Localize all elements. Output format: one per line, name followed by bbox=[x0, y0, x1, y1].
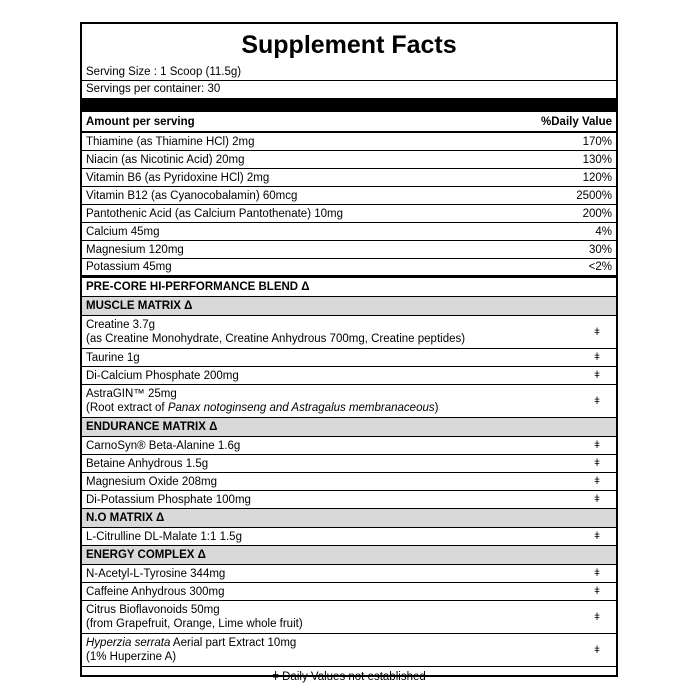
nutrient-name: Niacin (as Nicotinic Acid) 20mg bbox=[86, 153, 245, 166]
ingredient-detail: (1% Huperzine A) bbox=[86, 651, 177, 663]
serving-size: Serving Size : 1 Scoop (11.5g) bbox=[82, 64, 616, 81]
nutrient-row bbox=[82, 133, 616, 151]
dv-header: %Daily Value bbox=[541, 116, 612, 128]
section-energy-complex: ENERGY COMPLEX Δ bbox=[82, 546, 616, 565]
ingredient-name: Taurine 1g bbox=[86, 351, 140, 364]
ingredient-row bbox=[82, 385, 616, 418]
ingredient-row bbox=[82, 455, 616, 473]
ingredient-name: Betaine Anhydrous 1.5g bbox=[86, 457, 209, 470]
ingredient-row bbox=[82, 634, 616, 667]
ingredient-detail bbox=[86, 401, 438, 415]
nutrient-dv: 120% bbox=[582, 171, 612, 184]
nutrient-row bbox=[82, 187, 616, 205]
ingredient-name: Creatine 3.7g bbox=[86, 319, 156, 331]
ingredient-italic: Hyperzia serrata bbox=[86, 637, 171, 649]
dagger-symbol: ǂ bbox=[594, 494, 600, 505]
nutrient-dv: 130% bbox=[582, 153, 612, 166]
ingredient-name: Di-Potassium Phosphate 100mg bbox=[86, 493, 251, 506]
dagger-symbol: ǂ bbox=[594, 586, 600, 597]
nutrient-row bbox=[82, 151, 616, 169]
ingredient-row bbox=[82, 316, 616, 349]
ingredient-name: Citrus Bioflavonoids 50mg bbox=[86, 604, 220, 616]
ingredient-row bbox=[82, 349, 616, 367]
dagger-symbol: ǂ bbox=[594, 326, 600, 338]
dagger-symbol: ǂ bbox=[594, 531, 600, 542]
ingredient-detail: (as Creatine Monohydrate, Creatine Anhydrous 700mg, Creatine peptides) bbox=[86, 333, 466, 345]
amount-header: Amount per serving bbox=[86, 116, 195, 128]
dagger-symbol: ǂ bbox=[594, 611, 600, 623]
dagger-symbol: ǂ bbox=[594, 395, 600, 407]
nutrient-dv: 4% bbox=[595, 225, 612, 238]
nutrient-name: Vitamin B6 (as Pyridoxine HCl) 2mg bbox=[86, 171, 270, 184]
dagger-symbol: ǂ bbox=[594, 352, 600, 363]
blend-title: PRE-CORE HI-PERFORMANCE BLEND Δ bbox=[82, 278, 616, 297]
ingredient-row bbox=[82, 473, 616, 491]
nutrient-dv: 2500% bbox=[576, 189, 612, 202]
nutrient-row bbox=[82, 223, 616, 241]
detail-part: ) bbox=[434, 402, 439, 414]
ingredient-name: CarnoSyn® Beta-Alanine 1.6g bbox=[86, 439, 241, 452]
nutrient-name: Vitamin B12 (as Cyanocobalamin) 60mcg bbox=[86, 189, 298, 202]
divider-bar bbox=[82, 98, 616, 112]
nutrient-row bbox=[82, 241, 616, 259]
ingredient-row bbox=[82, 601, 616, 634]
ingredient-name: L-Citrulline DL-Malate 1:1 1.5g bbox=[86, 530, 242, 543]
ingredient-name: Di-Calcium Phosphate 200mg bbox=[86, 369, 239, 382]
ingredient-row bbox=[82, 437, 616, 455]
detail-part: (Root extract of bbox=[86, 402, 168, 414]
footnote: ǂ Daily Values not established bbox=[272, 671, 426, 683]
dagger-symbol: ǂ bbox=[594, 568, 600, 579]
servings-per-container: Servings per container: 30 bbox=[86, 83, 221, 95]
panel-title: Supplement Facts bbox=[241, 31, 457, 59]
nutrient-name: Thiamine (as Thiamine HCl) 2mg bbox=[86, 135, 255, 148]
ingredient-name: AstraGIN™ 25mg bbox=[86, 388, 177, 400]
ingredient-name: Magnesium Oxide 208mg bbox=[86, 475, 218, 488]
dagger-symbol: ǂ bbox=[594, 440, 600, 451]
nutrient-dv: 200% bbox=[582, 207, 612, 220]
dagger-symbol: ǂ bbox=[594, 370, 600, 381]
supplement-facts-panel bbox=[80, 22, 618, 683]
ingredient-row bbox=[82, 367, 616, 385]
ingredient-name: Caffeine Anhydrous 300mg bbox=[86, 585, 225, 598]
ingredient-name: N-Acetyl-L-Tyrosine 344mg bbox=[86, 567, 226, 580]
nutrient-dv: <2% bbox=[588, 261, 612, 273]
dagger-symbol: ǂ bbox=[594, 476, 600, 487]
dagger-symbol: ǂ bbox=[594, 644, 600, 656]
ingredient-row bbox=[82, 491, 616, 509]
nutrient-name: Magnesium 120mg bbox=[86, 243, 184, 256]
ingredient-name bbox=[86, 636, 296, 650]
nutrient-row bbox=[82, 169, 616, 187]
ingredient-part: Aerial part Extract 10mg bbox=[170, 637, 297, 649]
ingredient-detail: (from Grapefruit, Orange, Lime whole fruit) bbox=[86, 618, 303, 630]
section-no-matrix: N.O MATRIX Δ bbox=[82, 509, 616, 528]
ingredient-row bbox=[82, 565, 616, 583]
section-muscle-matrix: MUSCLE MATRIX Δ bbox=[82, 297, 616, 316]
nutrient-name: Potassium 45mg bbox=[86, 261, 172, 273]
nutrient-dv: 170% bbox=[582, 135, 612, 148]
nutrient-row bbox=[82, 205, 616, 223]
nutrient-row bbox=[82, 259, 616, 278]
nutrient-dv: 30% bbox=[588, 243, 612, 256]
nutrient-name: Pantothenic Acid (as Calcium Pantothenate) 10mg bbox=[86, 207, 343, 220]
section-endurance-matrix: ENDURANCE MATRIX Δ bbox=[82, 418, 616, 437]
dagger-symbol: ǂ bbox=[594, 458, 600, 469]
ingredient-row bbox=[82, 583, 616, 601]
detail-italic: Panax notoginseng and Astragalus membranaceous bbox=[167, 402, 435, 414]
nutrient-name: Calcium 45mg bbox=[86, 225, 160, 238]
ingredient-row bbox=[82, 528, 616, 546]
column-header bbox=[82, 112, 616, 133]
